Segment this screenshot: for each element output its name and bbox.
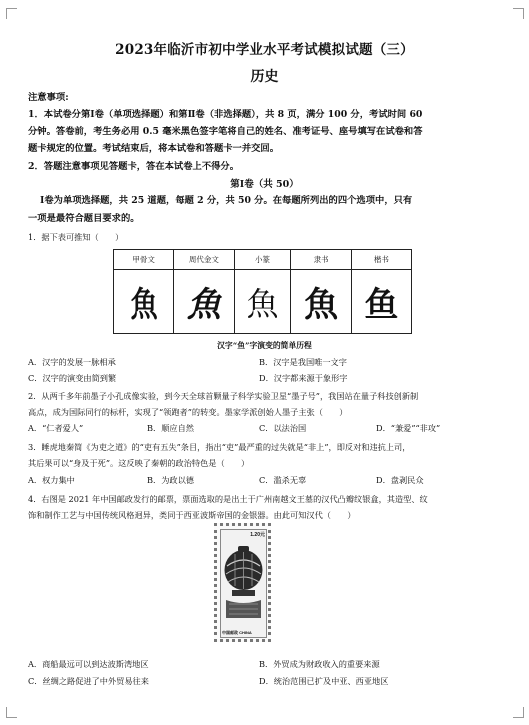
q3-stem-line-2: 其后果可以“身及于死”。这反映了秦朝的政治特色是（ ） — [28, 458, 250, 468]
q3-option-a[interactable]: A．权力集中 — [28, 475, 75, 485]
glyph-oracle-bone: 魚 — [120, 270, 168, 334]
q1-option-d[interactable]: D．汉字都来源于象形字 — [259, 373, 348, 383]
section-intro-line-2: 一项是最符合题目要求的。 — [28, 213, 140, 224]
q3-option-c[interactable]: C．滥杀无辜 — [259, 475, 307, 485]
notice-item-1-line-2: 分钟。答卷前，考生务必用 0.5 毫米黑色签字笔将自己的姓名、准考证号、座号填写在试卷和答 — [28, 126, 423, 137]
q2-stem-line-2: 高点，成为国际同行的标杆，实现了“领跑者”的转变。墨家学派创始人墨子主张（ ） — [28, 407, 348, 417]
exam-title: 2023年临沂市初中学业水平考试模拟试题（三） — [115, 42, 414, 58]
crop-mark-top-right — [513, 8, 524, 19]
q4-option-d[interactable]: D．统治范围已扩及中亚、西亚地区 — [259, 676, 389, 686]
q3-stem-line-1: 3．睡虎地秦简《为吏之道》的“吏有五失”条目，指出“吏”最严重的过失就是“非上”，即反对和违抗上司， — [28, 442, 411, 452]
notice-heading: 注意事项: — [28, 92, 69, 103]
stamp-image — [214, 523, 271, 642]
header-oracle-bone: 甲骨文 — [114, 250, 174, 270]
q1-stem: 1．据下表可推知（ ） — [28, 232, 124, 242]
q2-option-a[interactable]: A．“仁者爱人” — [28, 423, 84, 433]
glyph-bronze: 魚 — [174, 270, 234, 334]
header-small-seal: 小篆 — [234, 250, 291, 270]
q2-option-b[interactable]: B．顺应自然 — [147, 423, 194, 433]
glyph-regular: 鱼 — [351, 270, 411, 334]
q1-option-c[interactable]: C．汉字的演变由简到繁 — [28, 373, 117, 383]
q1-option-a[interactable]: A．汉字的发展一脉相承 — [28, 357, 116, 367]
q4-stem-line-1: 4．右图是 2021 年中国邮政发行的邮票，票面选取的是出土于广州南越文王墓的汉代凸瓣纹银盒，其造型、纹 — [28, 494, 428, 504]
q4-option-c[interactable]: C．丝绸之路促进了中外贸易往来 — [28, 676, 149, 686]
crop-mark-bottom-left — [6, 707, 17, 718]
stamp-country: 中国邮政 CHINA — [222, 630, 252, 635]
table-caption: 汉字“鱼”字演变的简单历程 — [217, 341, 312, 350]
stamp-value: 1.20元 — [250, 532, 265, 538]
notice-item-2: 2．答题注意事项见答题卡，答在本试卷上不得分。 — [28, 161, 240, 172]
header-bronze: 周代金文 — [174, 250, 234, 270]
q2-option-d[interactable]: D．“兼爱”“非攻” — [376, 423, 441, 433]
section-intro-line-1: Ⅰ卷为单项选择题，共 25 道题，每题 2 分，共 50 分。在每题所列出的四个选项中，只有 — [40, 195, 413, 206]
section-heading: 第Ⅰ卷（共 50） — [230, 179, 299, 190]
q4-option-b[interactable]: B．外贸成为财政收入的重要来源 — [259, 659, 380, 669]
glyph-small-seal: 魚 — [234, 270, 291, 334]
notice-item-1-line-1: 1．本试卷分第Ⅰ卷（单项选择题）和第Ⅱ卷（非选择题），共 8 页，满分 100 分，考试时间 60 — [28, 109, 423, 120]
q1-option-b[interactable]: B．汉字是我国唯一文字 — [259, 357, 347, 367]
header-regular: 楷书 — [351, 250, 411, 270]
q3-option-b[interactable]: B．为政以德 — [147, 475, 194, 485]
stamp-inner — [220, 529, 267, 638]
character-evolution-table — [113, 249, 412, 334]
crop-mark-bottom-right — [513, 707, 524, 718]
crop-mark-top-left — [6, 8, 17, 19]
silver-box-stamp-icon — [223, 540, 264, 626]
header-clerical: 隶书 — [291, 250, 351, 270]
subject-title: 历史 — [250, 69, 279, 85]
q2-stem-line-1: 2．从两千多年前墨子小孔成像实验，到今天全球首颗量子科学实验卫星“墨子号”，我国站在量子科技创新制 — [28, 391, 419, 401]
q3-option-d[interactable]: D．盘剥民众 — [376, 475, 424, 485]
q2-option-c[interactable]: C．以法治国 — [259, 423, 307, 433]
notice-item-1-line-3: 题卡规定的位置。考试结束后，将本试卷和答题卡一并交回。 — [28, 143, 280, 154]
glyph-clerical: 魚 — [291, 270, 351, 334]
q4-stem-line-2: 饰和制作工艺与中国传统风格迥异，类同于西亚波斯帝国的金银器。由此可知汉代（ ） — [28, 510, 356, 520]
q4-option-a[interactable]: A．商船最远可以到达波斯湾地区 — [28, 659, 149, 669]
